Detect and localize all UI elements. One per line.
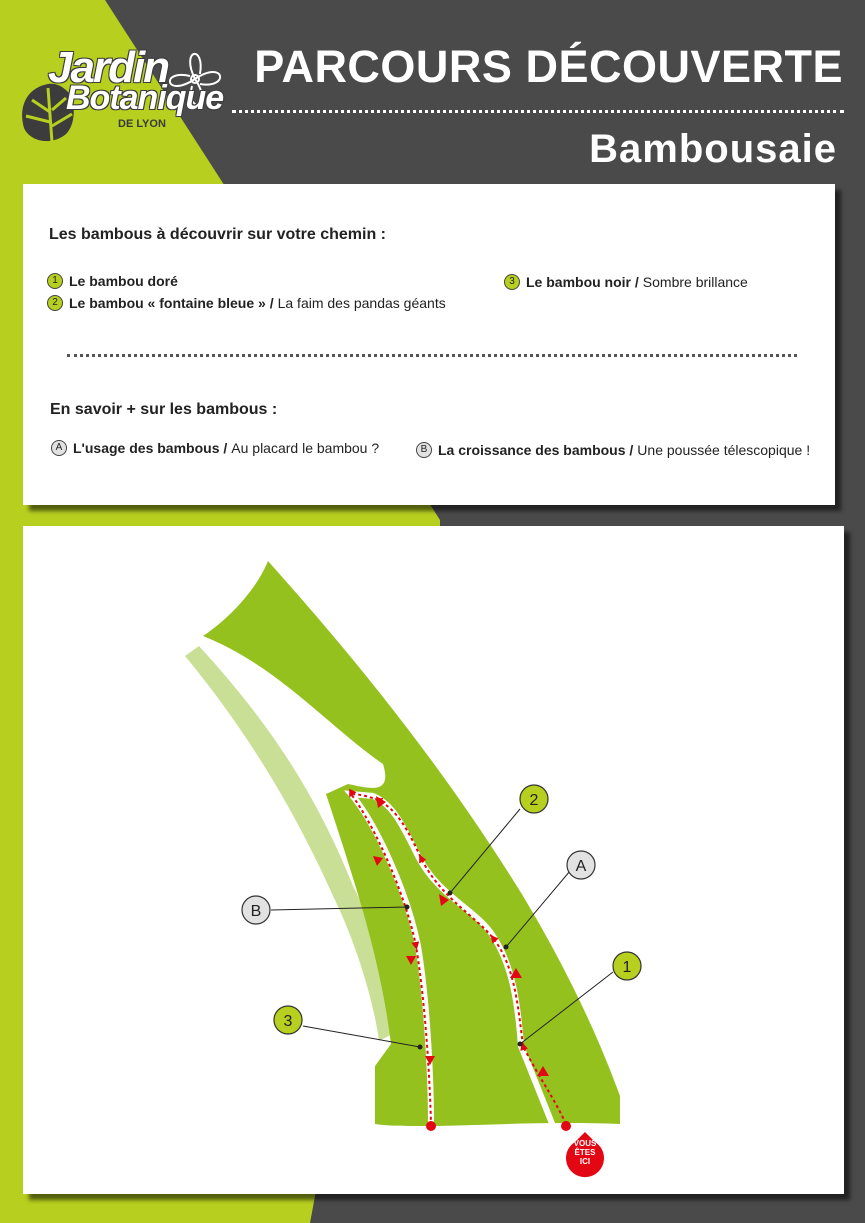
- marker-3-label: 3: [283, 1013, 293, 1030]
- you-are-here-line2: ÊTES: [574, 1148, 596, 1157]
- discover-item-2-title: Le bambou « fontaine bleue » /: [69, 295, 274, 311]
- bamboo-garden-map: [23, 526, 844, 1194]
- marker-3[interactable]: [274, 1006, 302, 1034]
- you-are-here-line1: VOUS: [573, 1139, 597, 1148]
- marker-1-label: 1: [622, 959, 632, 976]
- logo-de-lyon: DE LYON: [118, 118, 166, 130]
- route-end-dot: [426, 1121, 436, 1131]
- learn-item-b-desc: Une poussée télescopique !: [637, 442, 811, 458]
- discover-item-3-title: Le bambou noir /: [526, 274, 639, 290]
- discover-item-2: [47, 295, 446, 311]
- marker-2-label: 2: [529, 792, 539, 809]
- number-badge-1: 1: [47, 273, 63, 289]
- learn-item-a-title: L'usage des bambous /: [73, 440, 228, 456]
- title-divider: [232, 110, 844, 113]
- you-are-here-pin: [566, 1132, 604, 1177]
- discover-item-3-desc: Sombre brillance: [642, 274, 748, 290]
- number-badge-2: 2: [47, 295, 63, 311]
- marker-b[interactable]: [242, 896, 270, 924]
- marker-a-label: A: [575, 858, 587, 875]
- discover-heading: Les bambous à découvrir sur votre chemin :: [49, 226, 386, 243]
- discover-item-2-desc: La faim des pandas géants: [277, 295, 446, 311]
- you-are-here-line3: ICI: [579, 1157, 591, 1166]
- learn-item-b: [416, 442, 810, 458]
- discover-item-1-title: Le bambou doré: [69, 273, 178, 289]
- logo-jardin: Jardin: [48, 43, 169, 92]
- number-badge-3: 3: [504, 274, 520, 290]
- marker-a[interactable]: [567, 851, 595, 879]
- map-card: [23, 526, 844, 1194]
- logo-botanique: Botanique: [66, 79, 224, 117]
- marker-2[interactable]: [520, 785, 548, 813]
- letter-badge-b: B: [416, 442, 432, 458]
- discover-item-3: [504, 274, 748, 290]
- info-card: [23, 184, 835, 505]
- page-title: PARCOURS DÉCOUVERTE: [254, 41, 843, 92]
- letter-badge-a: A: [51, 440, 67, 456]
- learn-item-a-desc: Au placard le bambou ?: [231, 440, 380, 456]
- learn-item-a: [51, 440, 379, 456]
- learn-more-heading: En savoir + sur les bambous :: [50, 401, 278, 418]
- learn-item-b-title: La croissance des bambous /: [438, 442, 634, 458]
- marker-b-label: B: [250, 903, 262, 920]
- route-start-dot: [561, 1121, 571, 1131]
- page-subtitle: Bambousaie: [589, 127, 837, 171]
- section-divider: [67, 354, 797, 357]
- marker-1[interactable]: [613, 952, 641, 980]
- discover-item-1: [47, 273, 182, 289]
- logo: [18, 44, 233, 154]
